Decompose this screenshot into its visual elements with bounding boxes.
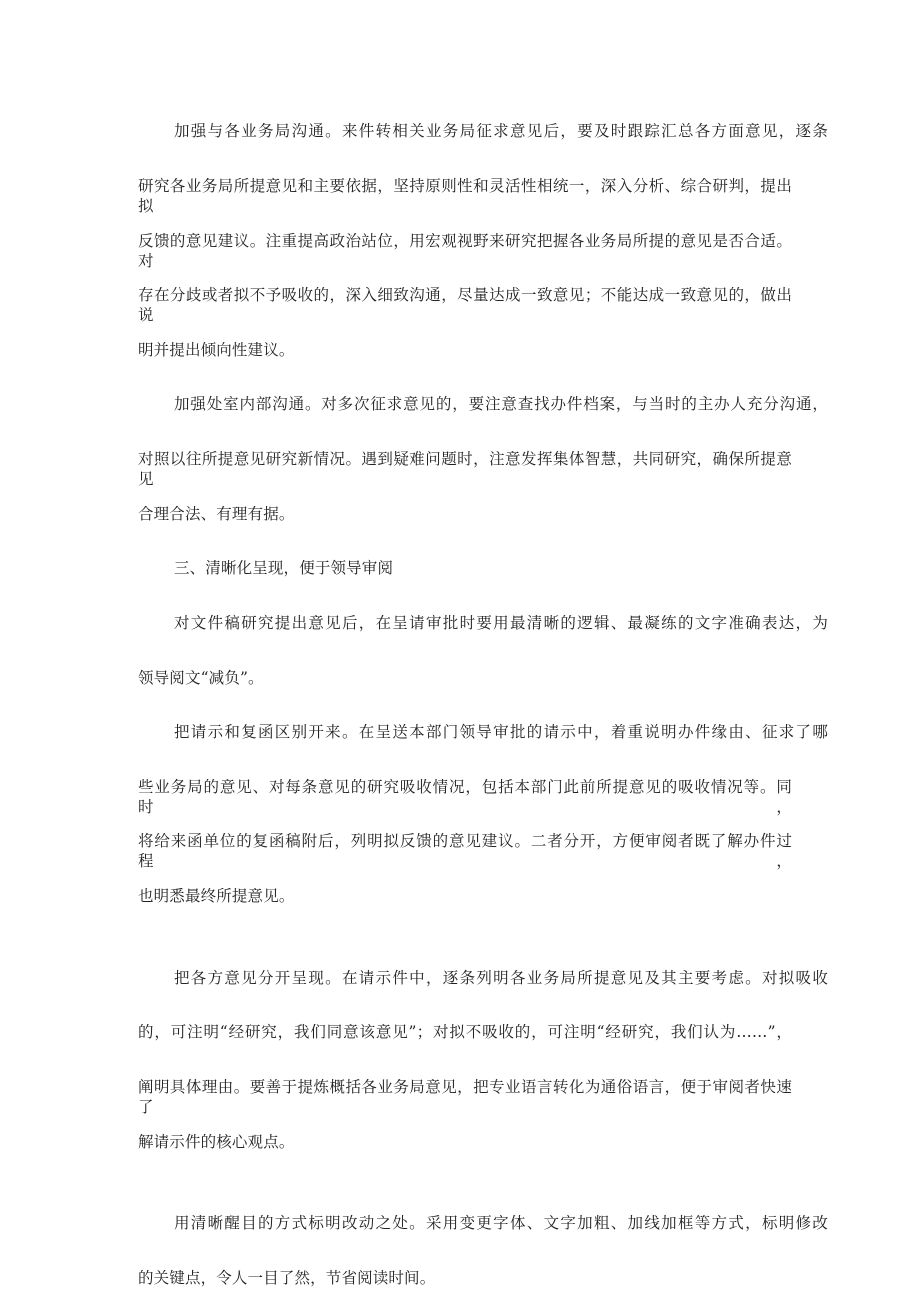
paragraph-3-line-1: 对文件稿研究提出意见后，在呈请审批时要用最清晰的逻辑、最凝练的文字准确表达，为 xyxy=(174,614,828,632)
paragraph-1-line-3: 反馈的意见建议。注重提高政治站位，用宏观视野来研究把握各业务局所提的意见是否合适。对 xyxy=(138,232,792,270)
paragraph-5-line-1: 把各方意见分开呈现。在请示件中，逐条列明各业务局所提意见及其主要考虑。对拟吸收 xyxy=(174,969,828,987)
paragraph-6-line-1: 用清晰醒目的方式标明改动之处。采用变更字体、文字加粗、加线加框等方式，标明修改 xyxy=(174,1214,828,1232)
paragraph-5-line-2: 的，可注明“经研究，我们同意该意见”；对拟不吸收的，可注明“经研究，我们认为……”， xyxy=(138,1023,792,1041)
paragraph-1-line-1: 加强与各业务局沟通。来件转相关业务局征求意见后，要及时跟踪汇总各方面意见，逐条 xyxy=(174,122,828,140)
paragraph-2-line-3: 合理合法、有理有据。 xyxy=(138,505,295,523)
paragraph-4-line-1: 把请示和复函区别开来。在呈送本部门领导审批的请示中，着重说明办件缘由、征求了哪 xyxy=(174,723,828,741)
section-heading: 三、清晰化呈现，便于领导审阅 xyxy=(174,559,394,577)
paragraph-5-line-3: 阐明具体理由。要善于提炼概括各业务局意见，把专业语言转化为通俗语言，便于审阅者快速了 xyxy=(138,1078,792,1116)
paragraph-2-line-2: 对照以往所提意见研究新情况。遇到疑难问题时，注意发挥集体智慧，共同研究，确保所提意见 xyxy=(138,450,792,488)
paragraph-5-line-4: 解请示件的核心观点。 xyxy=(138,1133,295,1151)
paragraph-4-line-2: 些业务局的意见、对每条意见的研究吸收情况，包括本部门此前所提意见的吸收情况等。同时， xyxy=(138,778,792,816)
paragraph-2-line-1: 加强处室内部沟通。对多次征求意见的，要注意查找办件档案，与当时的主办人充分沟通， xyxy=(174,395,828,413)
paragraph-1-line-2: 研究各业务局所提意见和主要依据，坚持原则性和灵活性相统一，深入分析、综合研判，提出拟 xyxy=(138,177,792,215)
paragraph-6-line-2: 的关键点，令人一目了然，节省阅读时间。 xyxy=(138,1269,436,1287)
paragraph-4-line-4: 也明悉最终所提意见。 xyxy=(138,887,295,905)
paragraph-3-line-2: 领导阅文“减负”。 xyxy=(138,669,264,687)
paragraph-1-line-4: 存在分歧或者拟不予吸收的，深入细致沟通，尽量达成一致意见；不能达成一致意见的，做出说 xyxy=(138,286,792,324)
paragraph-4-line-3: 将给来函单位的复函稿附后，列明拟反馈的意见建议。二者分开，方便审阅者既了解办件过程， xyxy=(138,832,792,870)
paragraph-1-line-5: 明并提出倾向性建议。 xyxy=(138,341,295,359)
